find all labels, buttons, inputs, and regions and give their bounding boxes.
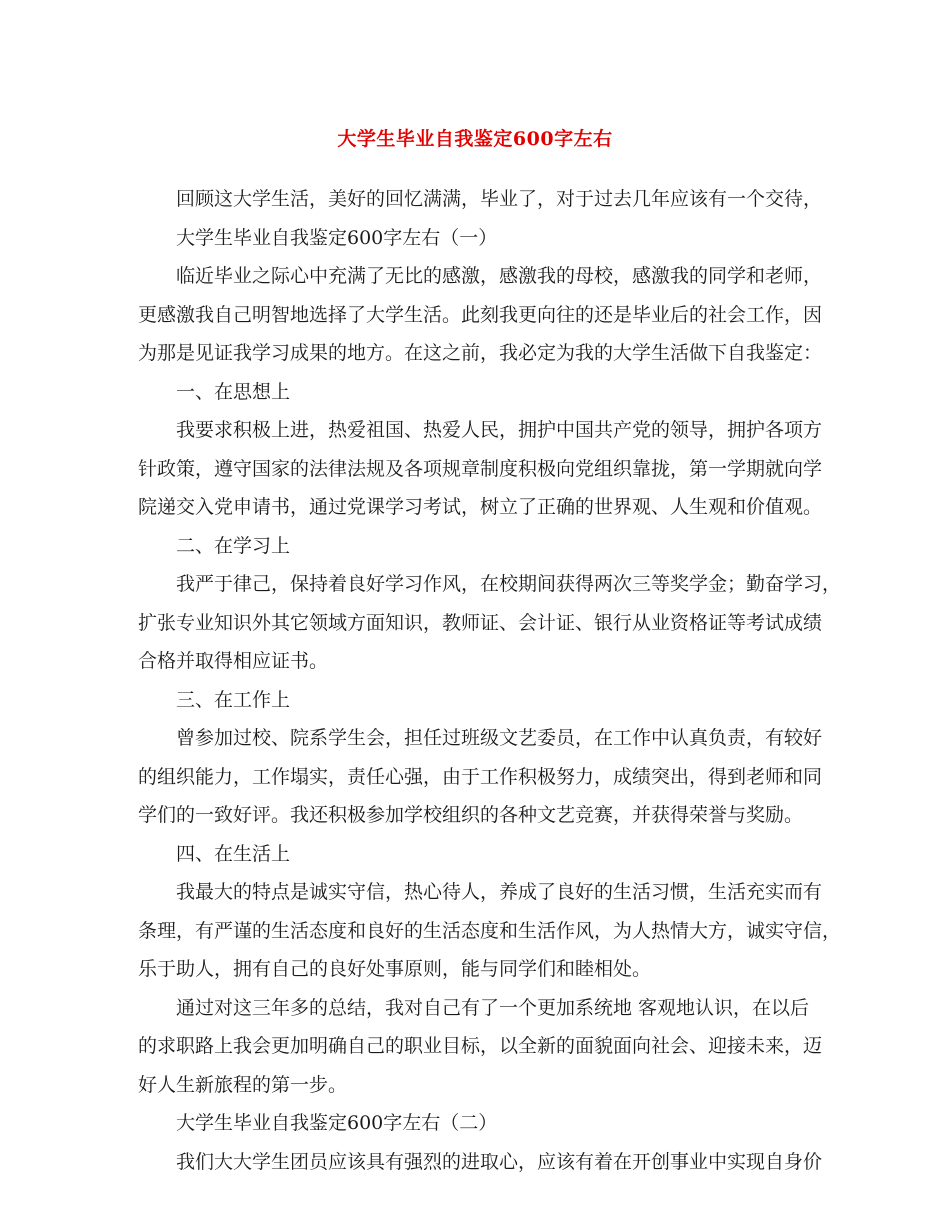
text-line: 一、在思想上 bbox=[176, 380, 291, 403]
text-line: 大学生毕业自我鉴定600字左右（一） bbox=[176, 226, 498, 249]
text-line: 通过对这三年多的总结，我对自己有了一个更加系统地 客观地认识，在以后 bbox=[176, 996, 810, 1019]
text-line: 临近毕业之际心中充满了无比的感激，感激我的母校，感激我的同学和老师， bbox=[176, 265, 823, 287]
text-line: 合格并取得相应证书。 bbox=[138, 650, 329, 672]
document-body bbox=[138, 180, 842, 1181]
text-line: 针政策，遵守国家的法律法规及各项规章制度积极向党组织靠拢，第一学期就向学 bbox=[138, 457, 823, 480]
text-line: 学们的一致好评。我还积极参加学校组织的各种文艺竞赛，并获得荣誉与奖励。 bbox=[138, 804, 804, 826]
text-line: 四、在生活上 bbox=[176, 842, 291, 865]
text-line: 我要求积极上进，热爱祖国、热爱人民，拥护中国共产党的领导，拥护各项方 bbox=[176, 419, 823, 441]
text-line: 我严于律己，保持着良好学习作风，在校期间获得两次三等奖学金；勤奋学习， bbox=[176, 573, 842, 595]
text-line: 扩张专业知识外其它领域方面知识，教师证、会计证、银行从业资格证等考试成绩 bbox=[138, 611, 823, 634]
text-line: 大学生毕业自我鉴定600字左右（二） bbox=[176, 1112, 498, 1134]
text-line: 院递交入党申请书，通过党课学习考试，树立了正确的世界观、人生观和价值观。 bbox=[138, 496, 823, 518]
text-line: 的组织能力，工作塌实，责任心强，由于工作积极努力，成绩突出，得到老师和同 bbox=[138, 765, 823, 788]
text-line: 更感激我自己明智地选择了大学生活。此刻我更向往的还是毕业后的社会工作，因 bbox=[138, 303, 823, 326]
text-line: 曾参加过校、院系学生会，担任过班级文艺委员，在工作中认真负责，有较好 bbox=[176, 727, 823, 749]
text-line: 条理，有严谨的生活态度和良好的生活态度和生活作风，为人热情大方，诚实守信， bbox=[138, 919, 842, 942]
text-line: 为那是见证我学习成果的地方。在这之前，我必定为我的大学生活做下自我鉴定： bbox=[138, 342, 823, 364]
text-line: 三、在工作上 bbox=[176, 688, 291, 711]
document-title: 大学生毕业自我鉴定600字左右 bbox=[337, 128, 613, 150]
text-line: 回顾这大学生活，美好的回忆满满，毕业了，对于过去几年应该有一个交待， bbox=[176, 188, 823, 210]
text-line: 二、在学习上 bbox=[176, 534, 291, 557]
text-line: 我最大的特点是诚实守信，热心待人，养成了良好的生活习惯，生活充实而有 bbox=[176, 881, 823, 903]
text-line: 我们大大学生团员应该具有强烈的进取心，应该有着在开创事业中实现自身价 bbox=[176, 1150, 823, 1173]
text-line: 乐于助人，拥有自己的良好处事原则，能与同学们和睦相处。 bbox=[138, 958, 652, 980]
text-line: 的求职路上我会更加明确自己的职业目标，以全新的面貌面向社会、迎接未来，迈 bbox=[138, 1035, 823, 1057]
text-line: 好人生新旅程的第一步。 bbox=[138, 1073, 348, 1096]
